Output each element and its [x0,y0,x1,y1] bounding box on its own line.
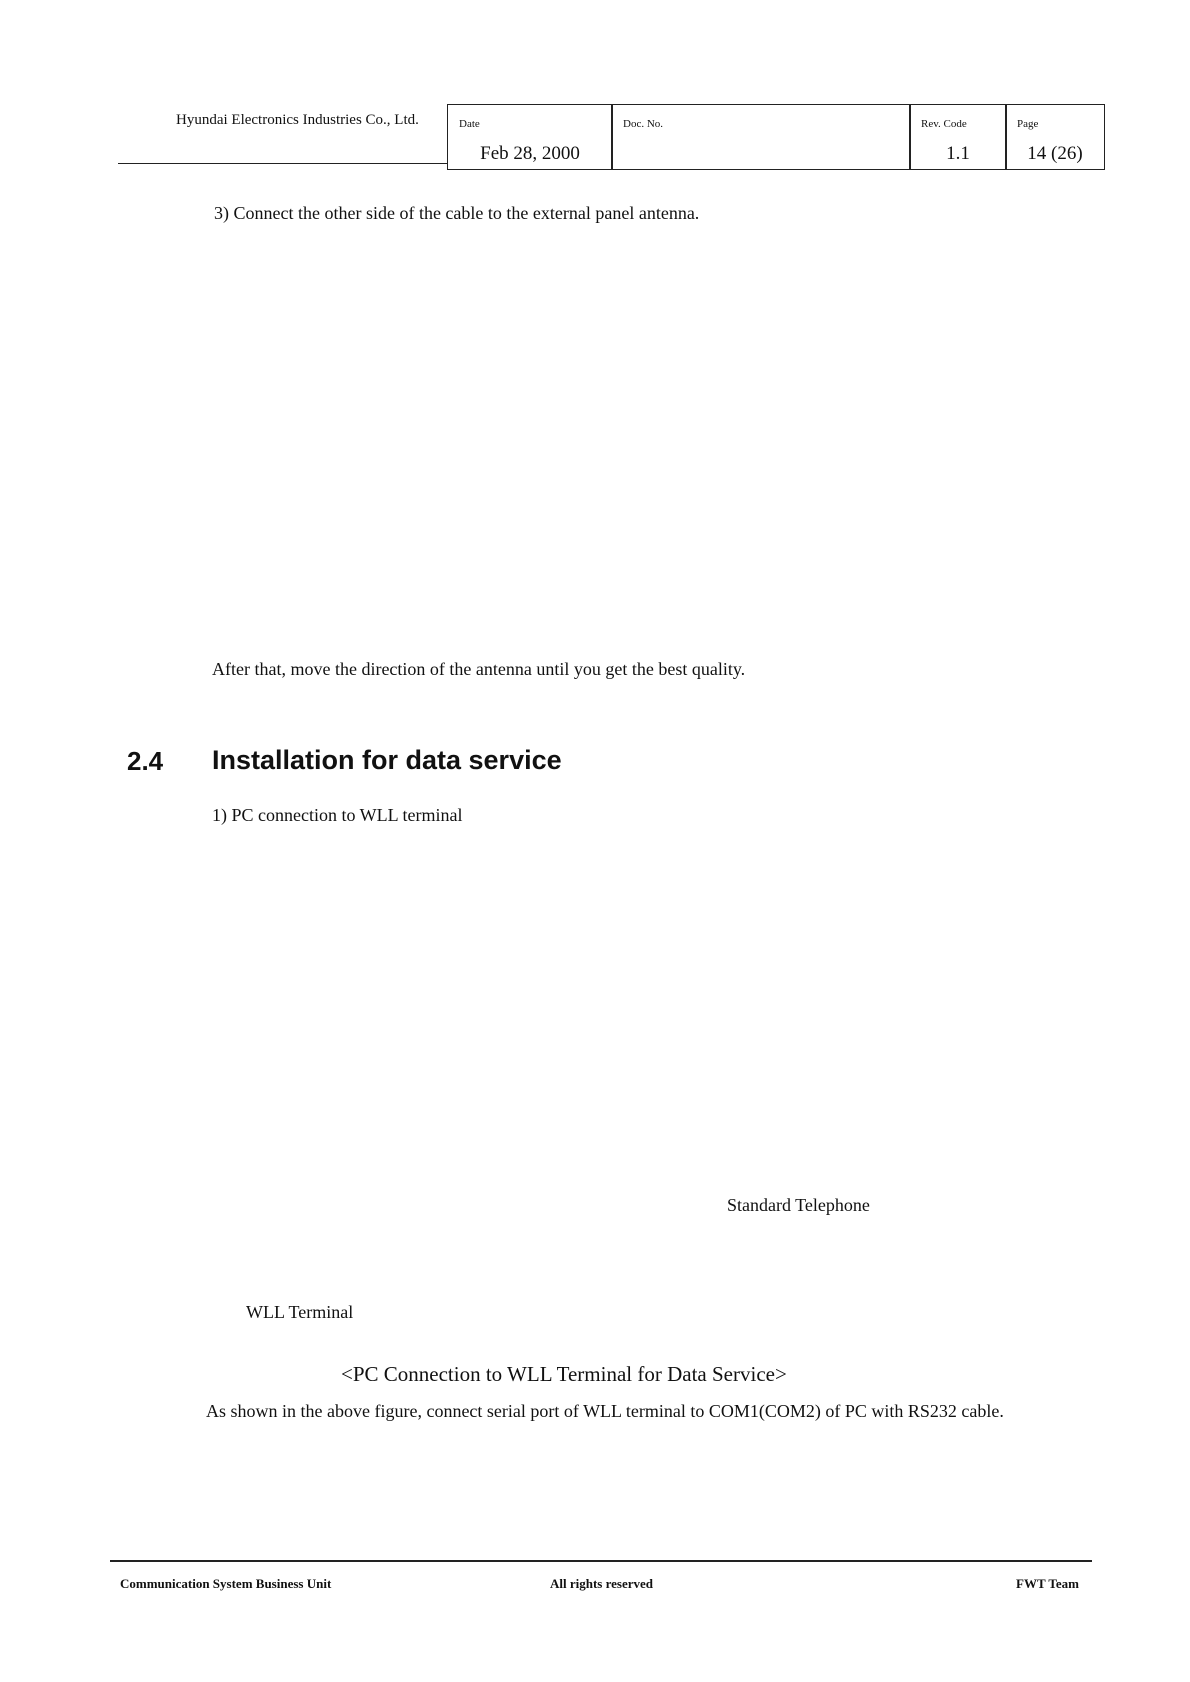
figure-caption: <PC Connection to WLL Terminal for Data Service> [341,1362,787,1386]
page-label: Page [1017,118,1039,130]
rev-label: Rev. Code [921,118,967,130]
company-name: Hyundai Electronics Industries Co., Ltd. [176,112,419,128]
header-rule [118,163,448,164]
section-title: Installation for data service [212,745,562,775]
after-text: After that, move the direction of the antenna until you get the best quality. [212,659,746,679]
figure-label-wll-terminal: WLL Terminal [246,1302,354,1322]
date-value: Feb 28, 2000 [480,143,580,164]
rev-value: 1.1 [946,143,970,164]
footer-rights: All rights reserved [550,1576,654,1591]
step-3-text: 3) Connect the other side of the cable to the external panel antenna. [214,203,700,223]
figure-label-telephone: Standard Telephone [727,1195,870,1215]
page-value: 14 (26) [1027,143,1083,164]
step-1-text: 1) PC connection to WLL terminal [212,805,463,825]
section-number: 2.4 [127,746,164,776]
doc-label: Doc. No. [623,118,664,130]
footer-unit: Communication System Business Unit [120,1576,332,1591]
footer-team: FWT Team [1016,1576,1079,1591]
header-doc-box [611,104,911,170]
header-page-box [1005,104,1105,170]
footer-rule [110,1560,1092,1562]
header-date-box [447,104,613,170]
body-paragraph: As shown in the above figure, connect serial port of WLL terminal to COM1(COM2) of PC with RS232 cable. [206,1401,1004,1421]
header-rev-box [909,104,1007,170]
date-label: Date [459,118,480,130]
